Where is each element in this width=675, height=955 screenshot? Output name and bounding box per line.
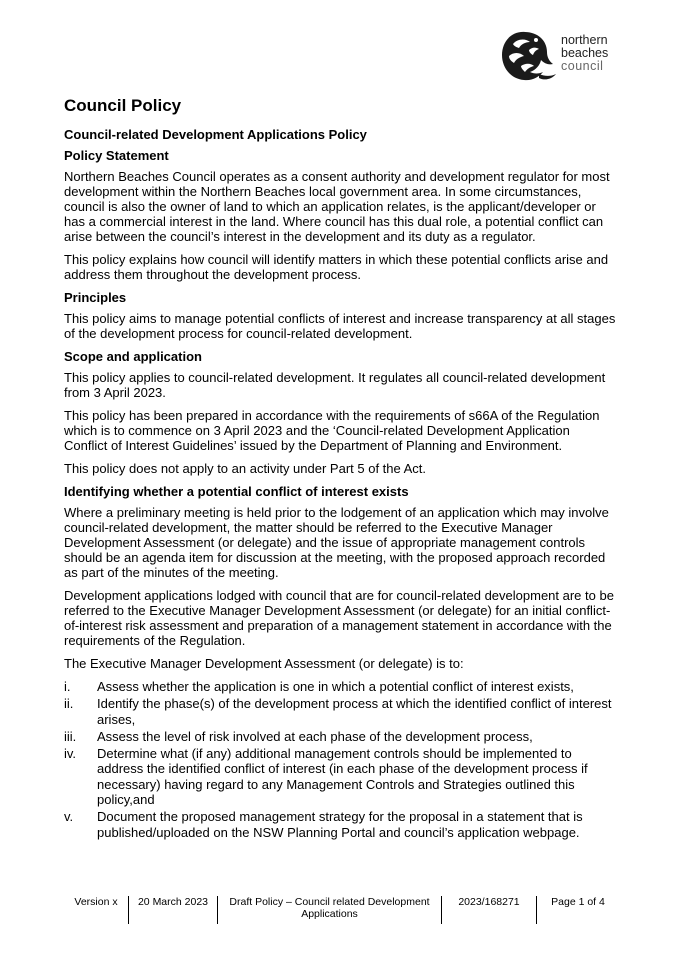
footer-version: Version x xyxy=(64,896,129,924)
logo-line-northern: northern xyxy=(561,33,608,47)
footer-reference: 2023/168271 xyxy=(442,896,537,924)
council-logo-text xyxy=(561,34,608,73)
list-item-number: v. xyxy=(64,809,74,824)
list-item xyxy=(64,746,616,808)
principles-heading: Principles xyxy=(64,290,127,305)
footer-document-title: Draft Policy – Council related Development Applications xyxy=(218,896,442,924)
list-item-number: iv. xyxy=(64,745,77,761)
northern-beaches-emblem-icon xyxy=(499,30,557,82)
list-item-number: ii. xyxy=(64,696,74,711)
identifying-paragraph-2: Development applications lodged with council that are for council-related development are to be referred to the Executive Manager Development Assessment (or delegate) for an initial conflict-of-interest risk assessment and preparation of a management statement in accordance with the requirements of the Regulation. xyxy=(64,588,614,648)
list-item-text: Identify the phase(s) of the development process at which the identified conflict of interest arises, xyxy=(97,696,612,727)
council-logo xyxy=(499,30,619,82)
footer-date: 20 March 2023 xyxy=(129,896,218,924)
identifying-paragraph-3: The Executive Manager Development Assessment (or delegate) is to: xyxy=(64,656,464,671)
list-item xyxy=(64,679,616,695)
scope-paragraph-1: This policy applies to council-related development. It regulates all council-related development from 3 April 2023. xyxy=(64,370,606,400)
footer-page-number: Page 1 of 4 xyxy=(551,896,605,908)
policy-name-heading: Council-related Development Applications Policy xyxy=(64,127,367,142)
list-item-number: i. xyxy=(64,679,71,694)
list-item-text: Determine what (if any) additional management controls should be implemented to address the identified conflict of interest (in each phase of the development process if necessary) having regard to any Management Controls and Strategies outlined this policy,and xyxy=(97,745,588,807)
list-item-text: Document the proposed management strategy for the proposal in a statement that is published/uploaded on the NSW Planning Portal and council’s application webpage. xyxy=(97,809,583,840)
principles-paragraph: This policy aims to manage potential conflicts of interest and increase transparency at all stages of the development process for council-related development. xyxy=(64,311,616,341)
page-footer xyxy=(64,896,620,924)
scope-heading: Scope and application xyxy=(64,349,202,364)
scope-paragraph-3: This policy does not apply to an activity under Part 5 of the Act. xyxy=(64,461,427,476)
list-item-text: Assess the level of risk involved at each phase of the development process, xyxy=(97,728,533,744)
identifying-heading: Identifying whether a potential conflict of interest exists xyxy=(64,484,409,499)
page-title: Council Policy xyxy=(64,96,182,115)
logo-line-council: council xyxy=(561,59,604,73)
identifying-paragraph-1: Where a preliminary meeting is held prior to the lodgement of an application which may involve council-related development, the matter should be referred to the Executive Manager Development Assessment (or delegate) and the issue of appropriate management controls should be an agenda item for discussion at the meeting, with the proposed approach recorded as part of the minutes of the meeting. xyxy=(64,505,609,580)
responsibilities-list xyxy=(64,679,616,840)
policy-statement-paragraph-1: Northern Beaches Council operates as a consent authority and development regulator for most development within the Northern Beaches local government area. In some circumstances, council is also the owner of land to which an application relates, is the applicant/developer or has a commercial interest in the land. Where council has this dual role, a potential conflict can arise between the council’s interest in the development and its duty as a regulator. xyxy=(64,169,610,244)
policy-body xyxy=(64,96,616,842)
scope-paragraph-2: This policy has been prepared in accordance with the requirements of s66A of the Regulation which is to commence on 3 April 2023 and the ‘Council-related Development Application Conflict of Interest Guidelines’ issued by the Department of Planning and Environment. xyxy=(64,408,600,453)
policy-statement-heading: Policy Statement xyxy=(64,148,169,163)
list-item-text: Assess whether the application is one in which a potential conflict of interest exists, xyxy=(97,679,574,694)
policy-statement-paragraph-2: This policy explains how council will identify matters in which these potential conflicts arise and address them throughout the development process. xyxy=(64,252,609,282)
list-item xyxy=(64,696,616,727)
list-item xyxy=(64,809,616,840)
logo-line-beaches: beaches xyxy=(561,46,609,60)
list-item xyxy=(64,729,616,745)
list-item-number: iii. xyxy=(64,728,77,744)
